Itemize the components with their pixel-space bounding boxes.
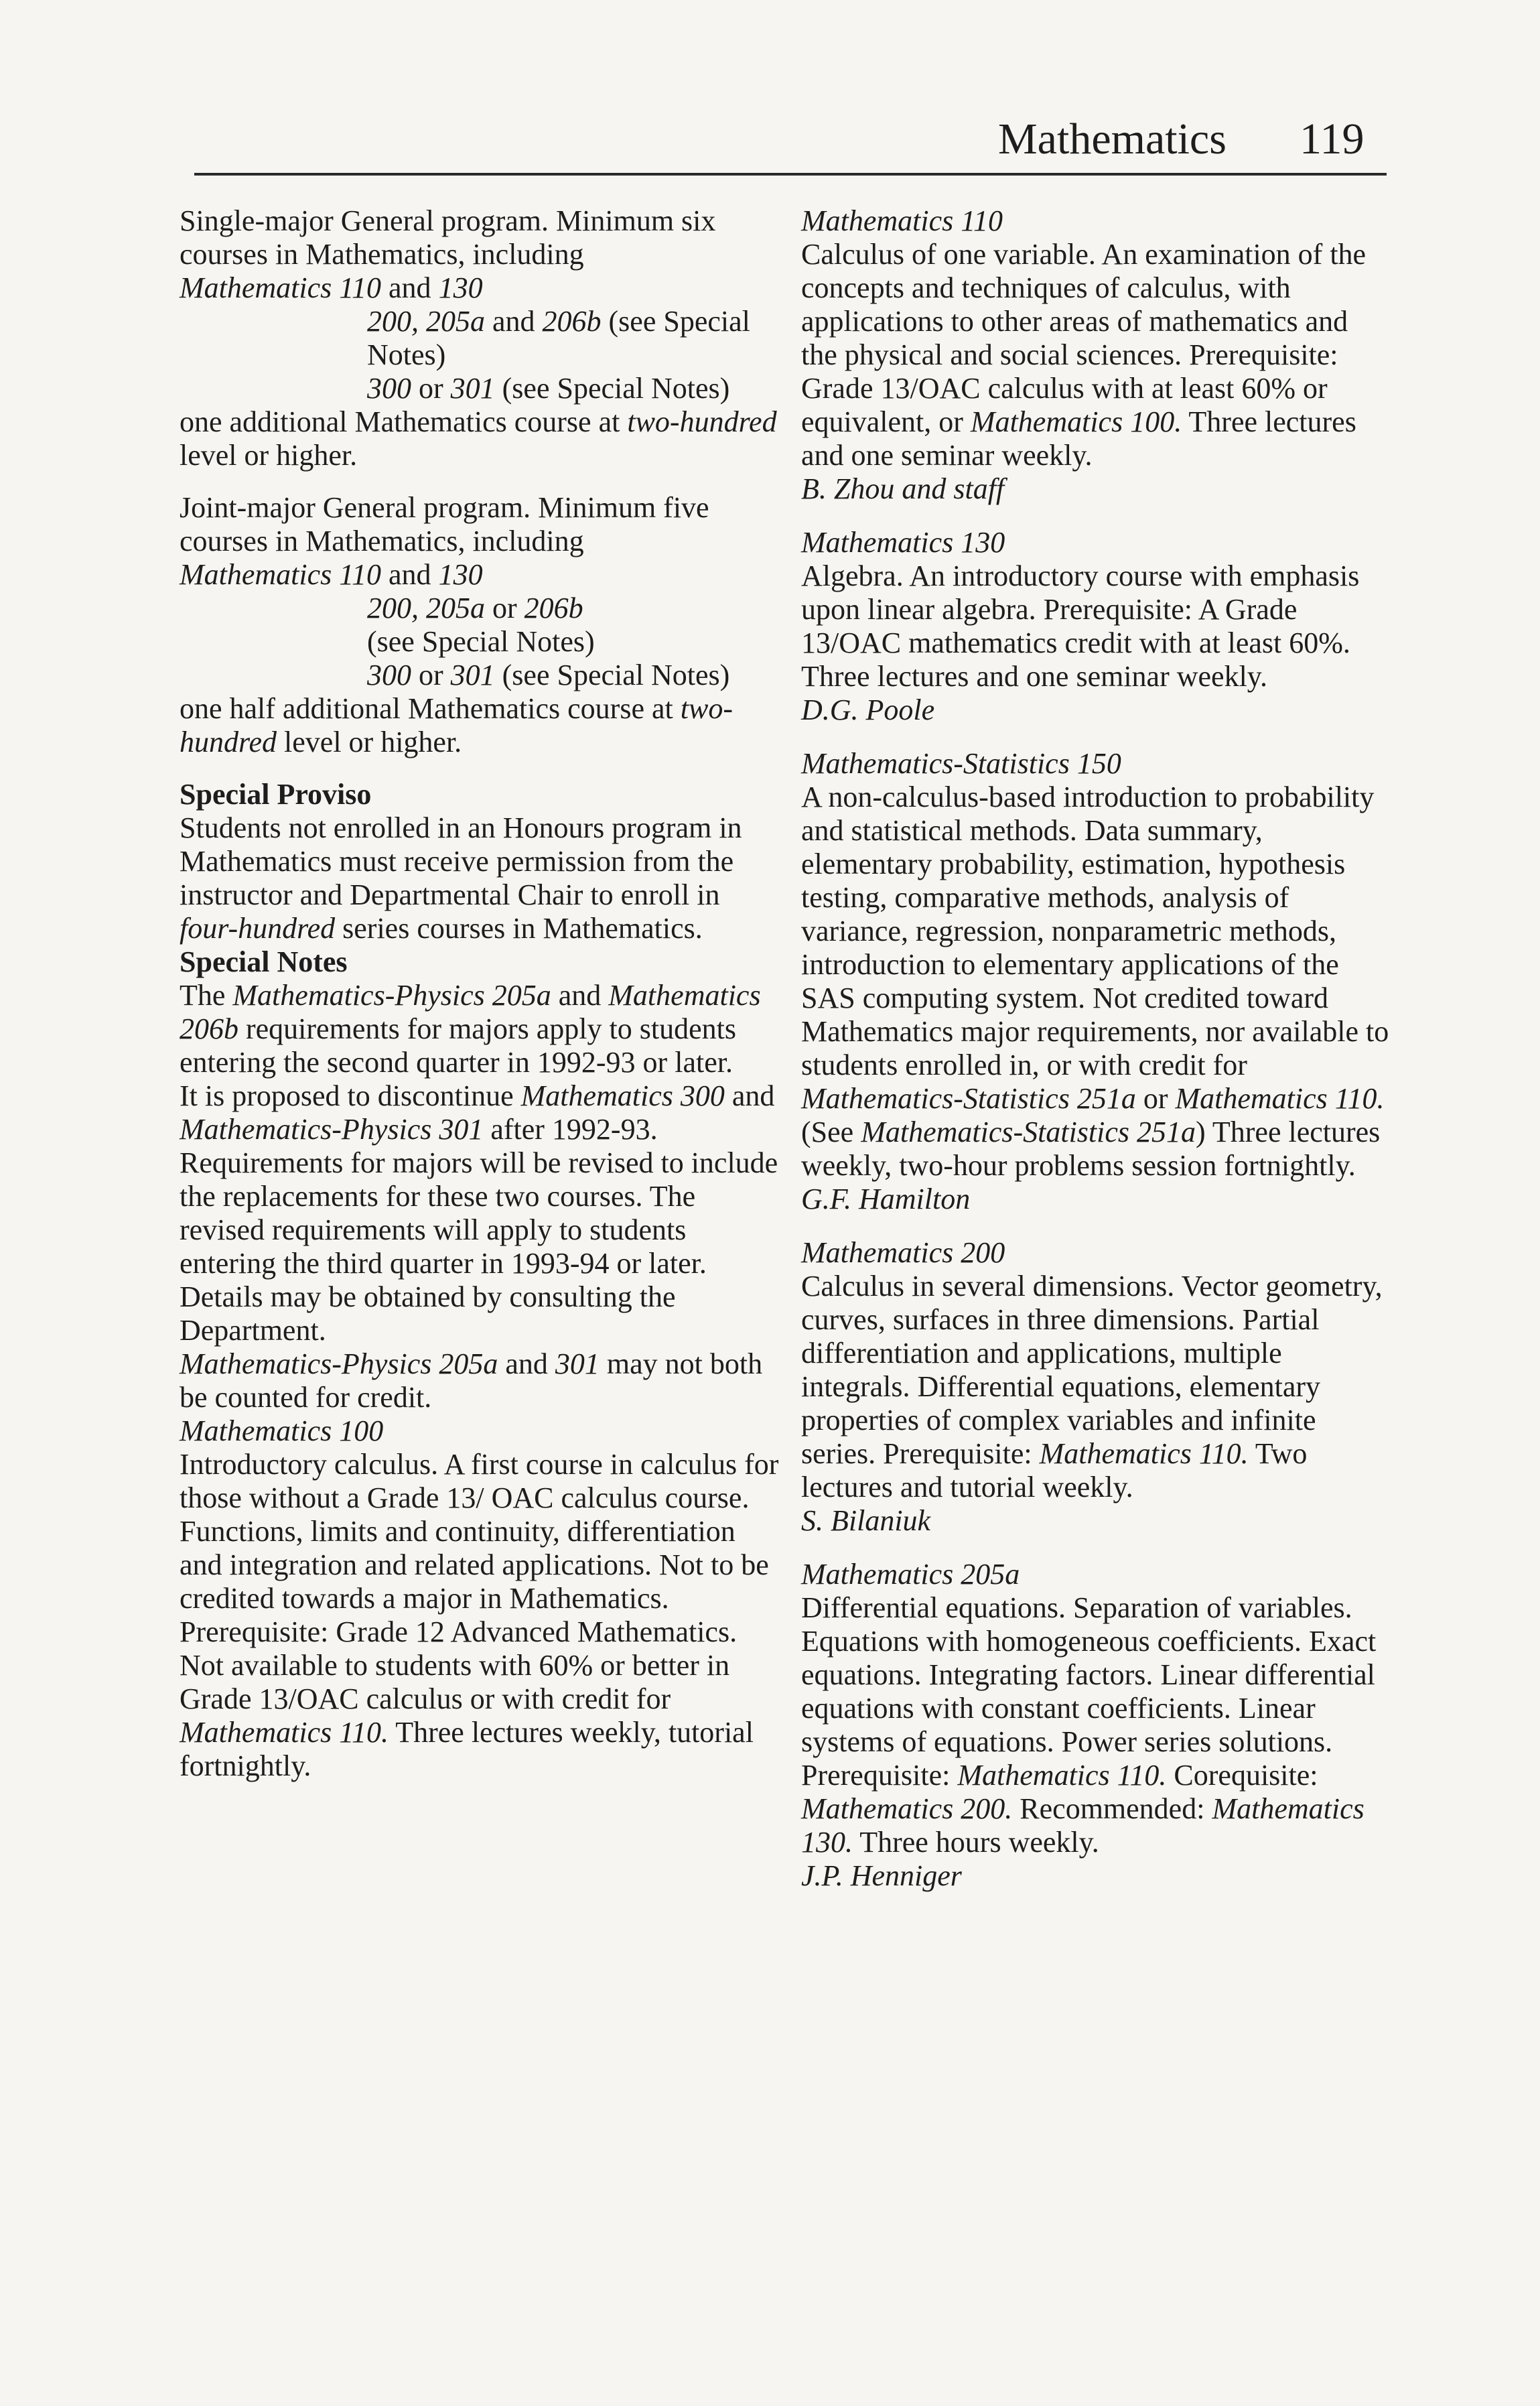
course-instructor: S. Bilaniuk [801, 1504, 931, 1537]
course-instructor: B. Zhou and staff [801, 472, 1005, 505]
course-ref: Mathematics-Physics 205a [232, 979, 551, 1012]
course-ref: 206b [542, 305, 602, 338]
page-number: 119 [1300, 115, 1364, 163]
course-ref: Mathematics-Statistics 251a [801, 1082, 1136, 1115]
course-ref: Mathematics 110 [180, 271, 382, 304]
program-additional [180, 405, 782, 472]
program-core-courses [180, 558, 782, 592]
course-entry-math-205a [801, 1558, 1391, 1893]
text-run: (see Special Notes) [494, 659, 730, 691]
text-run: A non-calculus-based introduction to probability and statistical methods. Data summary, elementary probability, estimation, hypothesis testing, comparative methods, analysis of variance, regression, nonparametric methods, introduction to elementary applications of the SAS computing system. Not credited toward Mathematics major requirements, nor available to students enrolled in, or with credit for [801, 781, 1389, 1081]
text-run: Three lectures weekly, tutorial fortnightly. [180, 1716, 754, 1782]
text-run: and [498, 1347, 555, 1380]
left-column [180, 204, 782, 1803]
text-run: Differential equations. Separation of variables. Equations with homogeneous coefficients. Exact equations. Integrating factors. Linear differential equations with constant coefficients. Linear systems of equations. Power series solutions. Prerequisite: [801, 1591, 1377, 1792]
text-run: Corequisite: [1166, 1759, 1318, 1792]
course-title: Mathematics-Statistics 150 [801, 747, 1121, 780]
special-note [180, 1079, 782, 1347]
text-run: Calculus in several dimensions. Vector geometry, curves, surfaces in three dimensions. Partial differentiation and applications, multiple integrals. Differential equations, elementary properties of complex variables and infinite series. Prerequisite: [801, 1270, 1383, 1470]
special-proviso-text [180, 811, 782, 945]
text-run: or [411, 659, 451, 691]
text-run: Three hours weekly. [853, 1826, 1099, 1859]
text-run: and [551, 979, 609, 1012]
text-run: Introductory calculus. A first course in calculus for those without a Grade 13/ OAC calculus course. Functions, limits and continuity, differentiation and integration and related applications. Not to be credited towards a major in Mathematics. Prerequisite: Grade 12 Advanced Mathematics. Not available to students with 60% or better in Grade 13/OAC calculus or with credit for [180, 1448, 779, 1715]
text-run: Two lectures and tutorial weekly. [801, 1437, 1308, 1503]
program-additional [180, 692, 782, 759]
text-run: and [485, 305, 543, 338]
course-instructor: D.G. Poole [801, 693, 935, 726]
course-ref: Mathematics 110. [957, 1759, 1167, 1792]
course-ref: 200, 205a [367, 592, 485, 624]
course-description [801, 1591, 1391, 1859]
program-requirement [180, 372, 782, 405]
course-ref: Mathematics-Statistics 251a [861, 1116, 1196, 1148]
course-ref: 300 [367, 372, 411, 405]
course-ref: 301 [450, 659, 495, 691]
program-requirement [180, 659, 782, 692]
text-run: or [1135, 1082, 1176, 1115]
program-core-courses [180, 271, 782, 305]
special-proviso-heading: Special Proviso [180, 778, 372, 811]
text-run: one additional Mathematics course at [180, 405, 628, 438]
text-run: Students not enrolled in an Honours program in Mathematics must receive permission from the instructor and Departmental Chair to enroll in [180, 811, 742, 911]
course-ref: Mathematics 110. [1175, 1082, 1385, 1115]
text-run: ) Three lectures weekly, two-hour problems session fortnightly. [801, 1116, 1381, 1182]
course-title: Mathematics 110 [801, 204, 1003, 237]
text-run: Calculus of one variable. An examination of the concepts and techniques of calculus, with applications to other areas of mathematics and the physical and social sciences. Prerequisite: Grade 13/OAC calculus with at least 60% or equivalent, or [801, 238, 1367, 438]
course-ref: 206b [524, 592, 583, 624]
course-ref: 130 [438, 271, 483, 304]
text-run: requirements for majors apply to students entering the second quarter in 1992-93 or later. [180, 1012, 736, 1079]
special-note [180, 1347, 782, 1414]
text-run: or [485, 592, 524, 624]
course-ref: Mathematics 200. [801, 1792, 1013, 1825]
program-requirement: (see Special Notes) [367, 625, 595, 658]
course-ref: Mathematics 110 [180, 558, 382, 591]
text-run: and [381, 558, 439, 591]
special-notes-heading: Special Notes [180, 945, 348, 978]
course-ref: 200, 205a [367, 305, 485, 338]
text-run: may not both be counted for credit. [180, 1347, 763, 1414]
text-run: level or higher. [180, 439, 358, 472]
course-description: Algebra. An introductory course with emphasis upon linear algebra. Prerequisite: A Grade 13/OAC mathematics credit with at least 60%. Three lectures and one seminar weekly. [801, 559, 1360, 693]
text-run: (see Special Notes) [367, 305, 750, 371]
text-run: level or higher. [277, 726, 462, 758]
running-header-title: Mathematics [998, 115, 1227, 163]
course-description [180, 1448, 782, 1783]
header-rule [194, 173, 1387, 176]
course-title: Mathematics 130 [801, 526, 1005, 559]
text-run: (see Special Notes) [494, 372, 730, 405]
course-entry-math-100 [180, 1414, 782, 1783]
course-ref: Mathematics 206b [180, 979, 761, 1045]
course-entry-math-stats-150 [801, 747, 1391, 1216]
course-description [801, 238, 1391, 472]
level-ref: two-hundred [180, 692, 733, 758]
course-instructor: J.P. Henniger [801, 1859, 962, 1892]
program-requirement [180, 305, 782, 372]
text-run: Recommended: [1012, 1792, 1212, 1825]
course-title: Mathematics 200 [801, 1236, 1005, 1269]
level-ref: two-hundred [627, 405, 777, 438]
course-ref: Mathematics-Physics 205a [180, 1347, 498, 1380]
course-entry-math-130 [801, 526, 1391, 727]
course-entry-math-110 [801, 204, 1391, 506]
course-title: Mathematics 100 [180, 1414, 384, 1447]
program-requirement [180, 592, 782, 625]
course-ref: Mathematics 110. [1039, 1437, 1249, 1470]
course-description [801, 1270, 1391, 1504]
text-run: The [180, 979, 233, 1012]
text-run: series courses in Mathematics. [335, 912, 703, 945]
course-ref: 301 [450, 372, 495, 405]
course-ref: 301 [555, 1347, 600, 1380]
course-ref: 300 [367, 659, 411, 691]
course-ref: Mathematics 300 [520, 1079, 725, 1112]
right-column [801, 204, 1391, 1913]
level-ref: four-hundred [180, 912, 336, 945]
text-run: (See [801, 1116, 861, 1148]
text-run: after 1992-93. Requirements for majors will be revised to include the replacements for these two courses. The revised requirements will apply to students entering the third quarter in 1993-94 or later. Details may be obtained by consulting the Department. [180, 1113, 778, 1347]
joint-major-program [180, 491, 782, 759]
course-ref: Mathematics-Physics 301 [180, 1113, 484, 1146]
course-ref: Mathematics 110. [180, 1716, 389, 1749]
text-run: Three lectures and one seminar weekly. [801, 405, 1356, 472]
course-instructor: G.F. Hamilton [801, 1183, 971, 1215]
text-run: one half additional Mathematics course at [180, 692, 681, 725]
course-ref: 130 [438, 558, 483, 591]
text-run: It is proposed to discontinue [180, 1079, 521, 1112]
single-major-program [180, 204, 782, 472]
text-run: and [381, 271, 439, 304]
course-ref: Mathematics 130. [801, 1792, 1364, 1859]
program-intro: Single-major General program. Minimum six courses in Mathematics, including [180, 204, 716, 271]
program-intro: Joint-major General program. Minimum five courses in Mathematics, including [180, 491, 709, 557]
course-entry-math-200 [801, 1236, 1391, 1538]
course-ref: Mathematics 100. [970, 405, 1182, 438]
text-run: and [724, 1079, 775, 1112]
text-run: or [411, 372, 451, 405]
course-title: Mathematics 205a [801, 1558, 1020, 1591]
special-note [180, 979, 782, 1079]
course-description [801, 781, 1391, 1183]
